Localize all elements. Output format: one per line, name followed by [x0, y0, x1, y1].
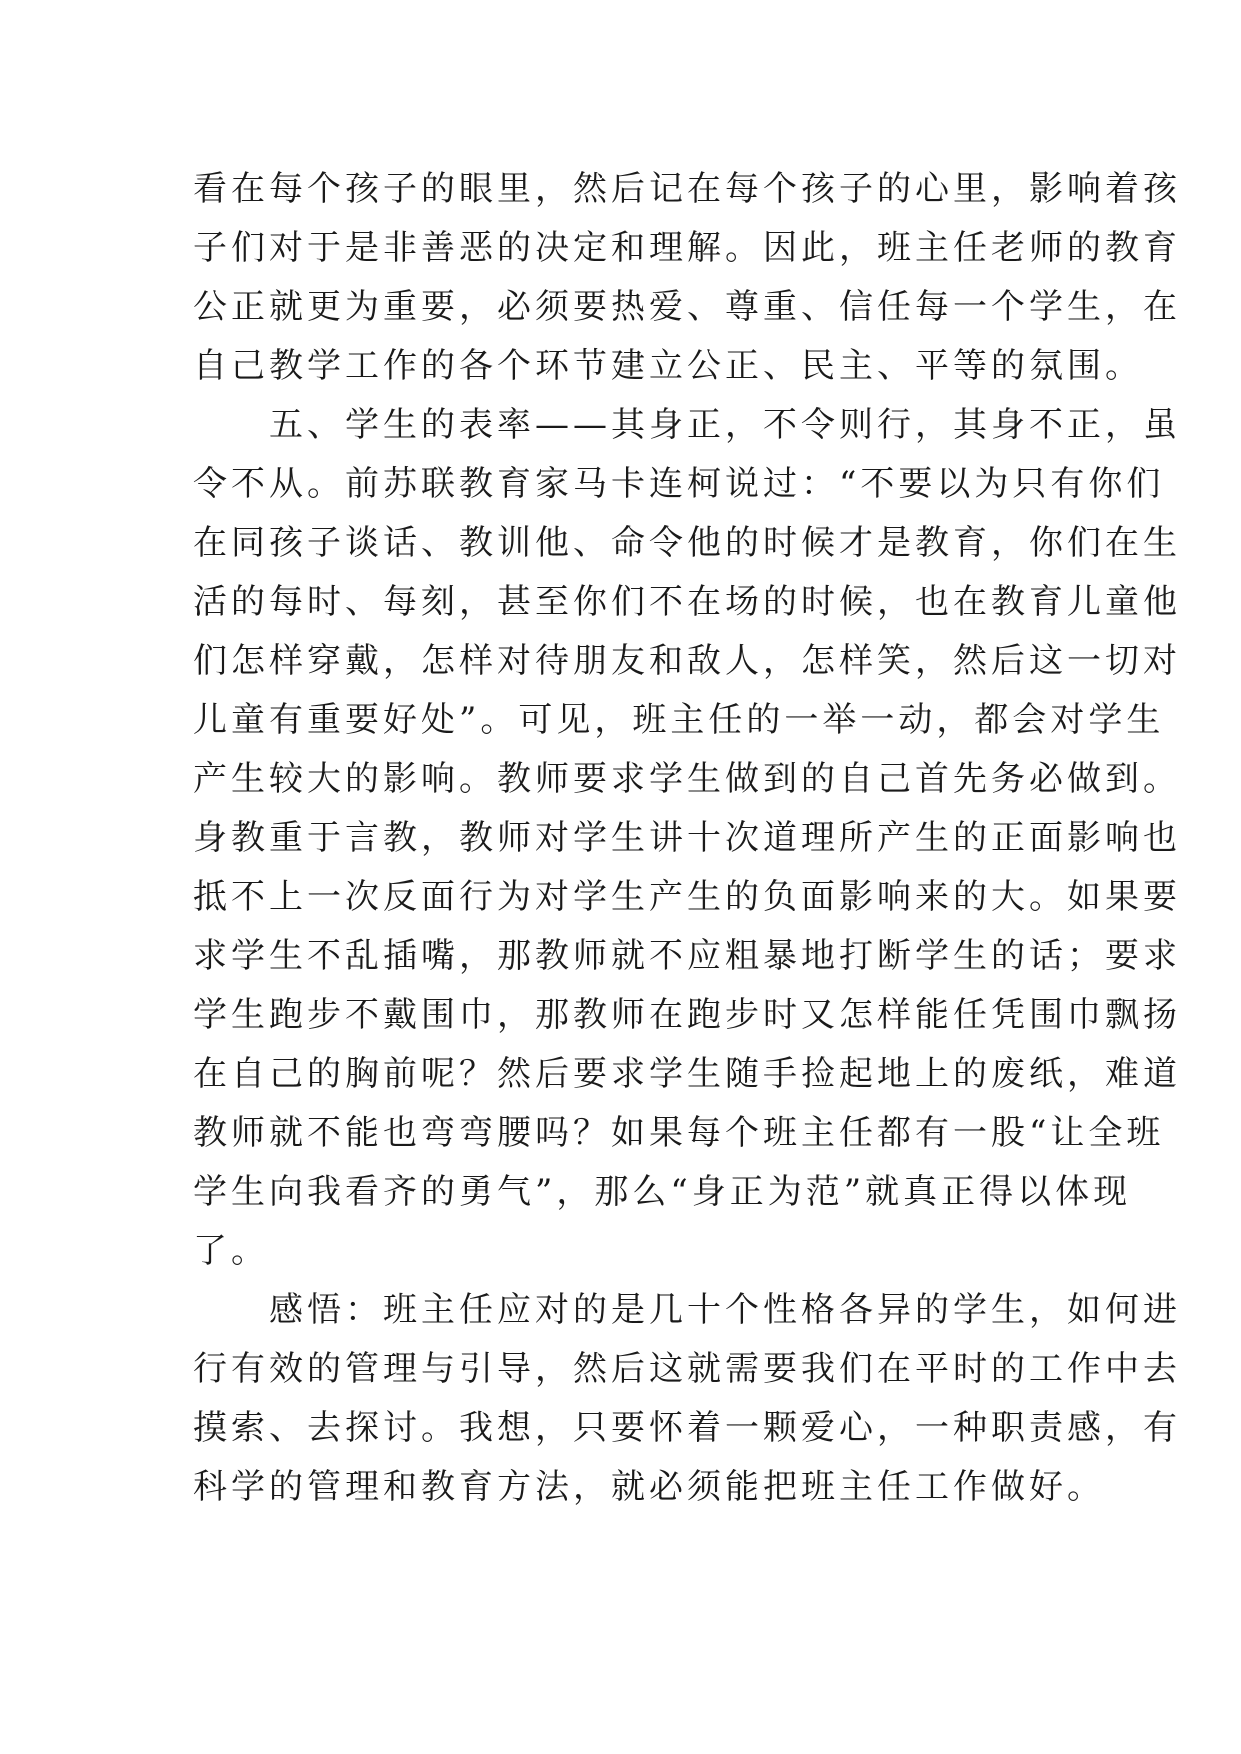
text-line: 感悟：班主任应对的是几十个性格各异的学生，如何进 [193, 1290, 1181, 1330]
text-line: 子们对于是非善恶的决定和理解。因此，班主任老师的教育 [193, 228, 1181, 268]
document-body [193, 160, 1181, 1517]
text-line: 摸索、去探讨。我想，只要怀着一颗爱心，一种职责感，有 [193, 1408, 1181, 1448]
text-line: 教师就不能也弯弯腰吗？如果每个班主任都有一股“让全班 [193, 1113, 1165, 1153]
text-line: 在同孩子谈话、教训他、命令他的时候才是教育，你们在生 [193, 523, 1181, 563]
text-line: 公正就更为重要，必须要热爱、尊重、信任每一个学生，在 [193, 287, 1181, 327]
text-line: 科学的管理和教育方法，就必须能把班主任工作做好。 [193, 1467, 1105, 1507]
paragraph-continuation [193, 160, 1181, 396]
text-line: 求学生不乱插嘴，那教师就不应粗暴地打断学生的话；要求 [193, 936, 1181, 976]
text-line: 了。 [193, 1231, 269, 1271]
text-line: 令不从。前苏联教育家马卡连柯说过：“不要以为只有你们 [193, 464, 1165, 504]
text-line: 活的每时、每刻，甚至你们不在场的时候，也在教育儿童他 [193, 582, 1181, 622]
text-line: 学生向我看齐的勇气”，那么“身正为范”就真正得以体现 [193, 1172, 1132, 1212]
text-line: 身教重于言教，教师对学生讲十次道理所产生的正面影响也 [193, 818, 1181, 858]
text-line: 自己教学工作的各个环节建立公正、民主、平等的氛围。 [193, 346, 1143, 386]
text-line: 五、学生的表率——其身正，不令则行，其身不正，虽 [193, 405, 1181, 445]
text-line: 看在每个孩子的眼里，然后记在每个孩子的心里，影响着孩 [193, 169, 1181, 209]
text-line: 行有效的管理与引导，然后这就需要我们在平时的工作中去 [193, 1349, 1181, 1389]
text-line: 们怎样穿戴，怎样对待朋友和敌人，怎样笑，然后这一切对 [193, 641, 1181, 681]
text-line: 儿童有重要好处”。可见，班主任的一举一动，都会对学生 [193, 700, 1165, 740]
text-line: 学生跑步不戴围巾，那教师在跑步时又怎样能任凭围巾飘扬 [193, 995, 1181, 1035]
paragraph-reflection [193, 1281, 1181, 1517]
text-line: 产生较大的影响。教师要求学生做到的自己首先务必做到。 [193, 759, 1181, 799]
text-line: 抵不上一次反面行为对学生产生的负面影响来的大。如果要 [193, 877, 1181, 917]
text-line: 在自己的胸前呢？然后要求学生随手捡起地上的废纸，难道 [193, 1054, 1181, 1094]
paragraph-five [193, 396, 1181, 1281]
